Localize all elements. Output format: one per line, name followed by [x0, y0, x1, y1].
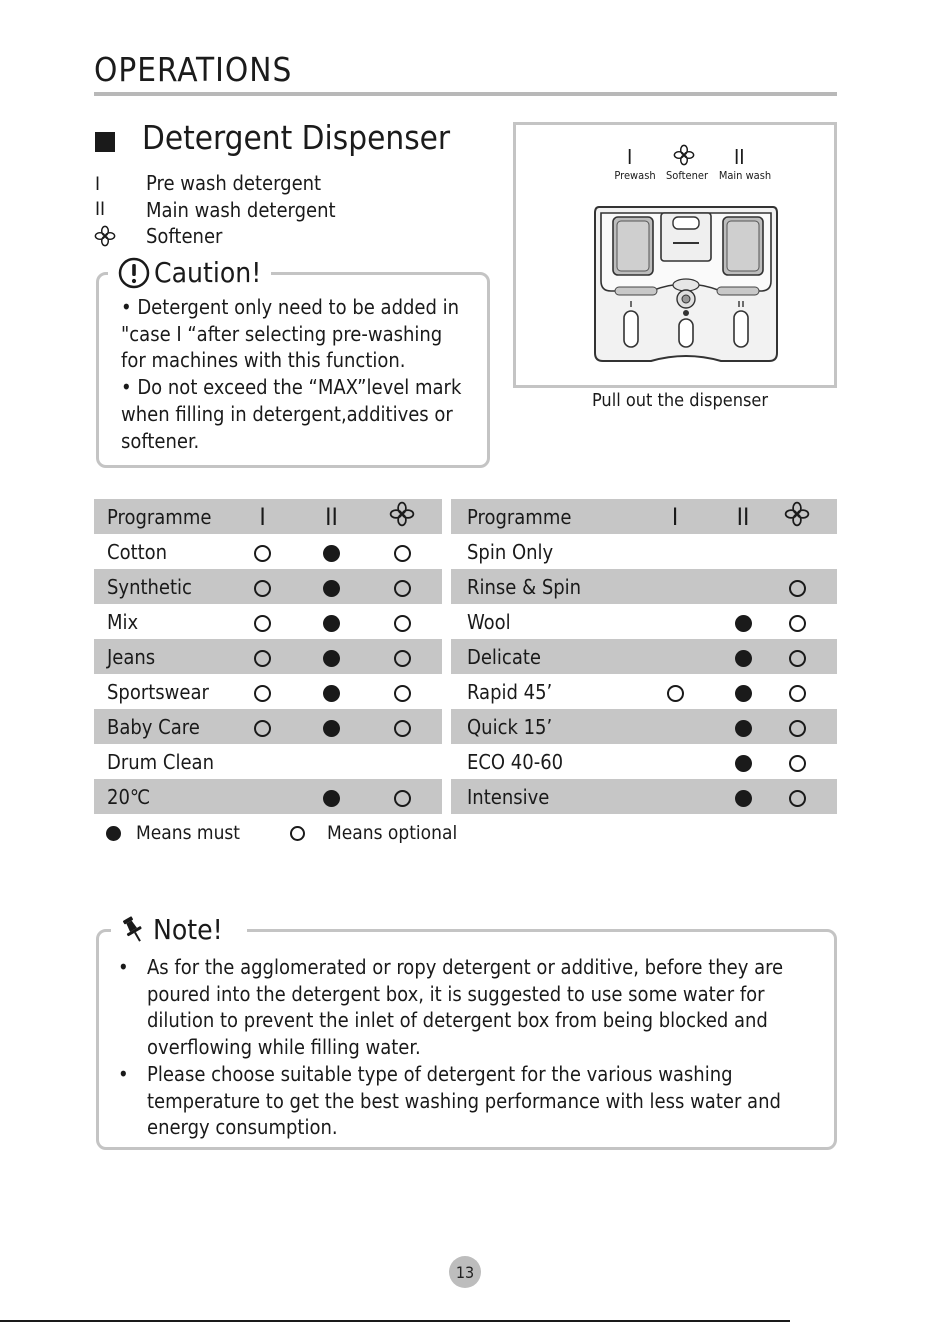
dosage-cell-c3: [757, 534, 837, 569]
dosage-cell-c3: [362, 534, 442, 569]
key-must: [106, 822, 240, 844]
legend-symbol-prewash: I: [95, 173, 101, 195]
must-dot-icon: [735, 615, 752, 632]
section-title: Detergent Dispenser: [142, 118, 451, 157]
optional-dot-icon: [394, 650, 411, 667]
optional-dot-icon: [789, 720, 806, 737]
programme-name: Quick 15’: [451, 709, 621, 744]
dosage-cell-c2: [689, 744, 757, 779]
must-dot-icon: [323, 615, 340, 632]
optional-dot-icon: [254, 580, 271, 597]
optional-dot-icon: [789, 650, 806, 667]
softener-icon: [362, 499, 442, 534]
optional-dot-icon: [394, 790, 411, 807]
legend-label-mainwash: Main wash detergent: [146, 198, 336, 222]
note-line: energy consumption.: [147, 1115, 338, 1140]
dosage-cell-c2: [301, 779, 362, 814]
dosage-cell-c2: [301, 604, 362, 639]
programme-name: Rinse & Spin: [451, 569, 621, 604]
dosage-cell-c1: [621, 709, 689, 744]
title-divider: [94, 92, 837, 96]
optional-dot-icon: [667, 685, 684, 702]
note-line: dilution to prevent the inlet of detergent box from being blocked and: [147, 1008, 768, 1033]
dosage-cell-c3: [362, 674, 442, 709]
legend-label-softener: Softener: [146, 224, 223, 248]
dosage-cell-c1: [224, 779, 301, 814]
optional-dot-icon: [394, 545, 411, 562]
optional-dot-icon: [394, 580, 411, 597]
caution-line: for machines with this function.: [121, 348, 406, 373]
must-dot-icon: [735, 650, 752, 667]
programme-name: Rapid 45’: [467, 679, 553, 704]
note-text: [118, 954, 818, 1141]
table-row: [94, 709, 442, 744]
key-must-label: Means must: [136, 822, 241, 844]
legend-label-prewash: Pre wash detergent: [146, 171, 322, 195]
page-number: 13: [449, 1256, 481, 1288]
header-programme: Programme: [94, 499, 224, 534]
dosage-cell-c2: [689, 709, 757, 744]
dosage-cell-c1: [621, 604, 689, 639]
dosage-cell-c1: [621, 569, 689, 604]
dosage-cell-c3: [757, 674, 837, 709]
optional-dot-icon: [254, 650, 271, 667]
dosage-cell-c2: [301, 709, 362, 744]
header-prewash: I: [224, 499, 301, 534]
programme-name: Jeans: [94, 639, 224, 674]
table-row: [94, 674, 442, 709]
table-row: [451, 674, 837, 709]
dosage-cell-c1: [621, 639, 689, 674]
table-row: [94, 604, 442, 639]
table-row: [451, 639, 837, 674]
optional-dot-icon: [290, 826, 305, 841]
dosage-cell-c2: [689, 674, 757, 709]
figure-symbol-mainwash: II: [734, 145, 745, 169]
note-title: Note!: [153, 913, 223, 946]
programme-name: Intensive: [451, 779, 621, 814]
table-row: [94, 744, 442, 779]
optional-dot-icon: [394, 685, 411, 702]
must-dot-icon: [323, 685, 340, 702]
table-row: [451, 569, 837, 604]
table-header-row: [94, 499, 442, 534]
figure-caption: Pull out the dispenser: [591, 390, 769, 411]
optional-dot-icon: [789, 755, 806, 772]
caution-line: softener.: [121, 428, 200, 453]
dosage-cell-c2: [301, 639, 362, 674]
header-mainwash: II: [689, 499, 757, 534]
programme-name: Baby Care: [94, 709, 224, 744]
dosage-cell-c2: [689, 779, 757, 814]
programme-name: Cotton: [107, 539, 168, 564]
page-bottom-rule: [0, 1320, 790, 1322]
dosage-cell-c3: [362, 709, 442, 744]
dosage-cell-c3: [757, 569, 837, 604]
figure-symbol-prewash: I: [627, 145, 633, 169]
optional-dot-icon: [789, 615, 806, 632]
page-title: OPERATIONS: [94, 50, 293, 89]
note-line: poured into the detergent box, it is suggested to use some water for: [147, 981, 765, 1006]
note-line: Please choose suitable type of detergent for the various washing: [147, 1061, 733, 1086]
dosage-cell-c3: [757, 604, 837, 639]
must-dot-icon: [735, 685, 752, 702]
table-row: [94, 639, 442, 674]
caution-heading: [108, 256, 271, 289]
dosage-cell-c2: [689, 569, 757, 604]
dosage-cell-c1: [224, 709, 301, 744]
dosage-cell-c3: [362, 744, 442, 779]
table-row: [451, 534, 837, 569]
dosage-cell-c1: [224, 569, 301, 604]
table-row: [94, 569, 442, 604]
dosage-cell-c2: [689, 534, 757, 569]
dosage-cell-c1: [224, 534, 301, 569]
dosage-cell-c1: [621, 534, 689, 569]
dosage-cell-c3: [362, 779, 442, 814]
dosage-cell-c1: [224, 604, 301, 639]
must-dot-icon: [735, 790, 752, 807]
caution-title: Caution!: [154, 256, 262, 289]
dosage-cell-c1: [621, 674, 689, 709]
must-dot-icon: [106, 826, 121, 841]
dosage-cell-c2: [689, 604, 757, 639]
note-line: overflowing while filling water.: [147, 1035, 421, 1060]
table-row: [451, 709, 837, 744]
note-bullet: [118, 954, 818, 1061]
dosage-cell-c3: [362, 639, 442, 674]
dispenser-figure: [513, 122, 837, 388]
note-heading: [111, 913, 247, 946]
dosage-cell-c2: [301, 674, 362, 709]
dosage-cell-c3: [362, 604, 442, 639]
section-bullet: [95, 132, 115, 152]
caution-line: when filling in detergent,additives or: [121, 401, 453, 426]
programme-name: Mix: [107, 609, 139, 634]
dosage-cell-c3: [757, 744, 837, 779]
must-dot-icon: [323, 720, 340, 737]
dosage-cell-c2: [301, 569, 362, 604]
dosage-cell-c2: [689, 639, 757, 674]
table-row: [451, 744, 837, 779]
optional-dot-icon: [254, 545, 271, 562]
figure-label-prewash: Prewash: [614, 169, 656, 182]
dosage-cell-c1: [621, 779, 689, 814]
optional-dot-icon: [789, 580, 806, 597]
optional-dot-icon: [394, 720, 411, 737]
must-dot-icon: [323, 650, 340, 667]
caution-line: • Do not exceed the “MAX”level mark: [121, 375, 462, 400]
table-row: [94, 779, 442, 814]
dosage-cell-c3: [757, 639, 837, 674]
dosage-cell-c3: [757, 779, 837, 814]
programme-name: 20℃: [94, 779, 224, 814]
table-row: [451, 604, 837, 639]
softener-icon: [94, 225, 116, 251]
key-optional: [290, 822, 457, 844]
dispenser-drawer-illustration: [593, 203, 779, 373]
dosage-cell-c1: [224, 674, 301, 709]
softener-icon: [673, 144, 695, 170]
must-dot-icon: [323, 580, 340, 597]
optional-dot-icon: [394, 615, 411, 632]
must-dot-icon: [323, 545, 340, 562]
table-row: [94, 534, 442, 569]
programme-name: Wool: [467, 609, 511, 634]
must-dot-icon: [735, 720, 752, 737]
must-dot-icon: [735, 755, 752, 772]
programme-name: Sportswear: [107, 679, 209, 704]
must-dot-icon: [323, 790, 340, 807]
warning-icon: [118, 257, 150, 289]
dosage-cell-c1: [224, 639, 301, 674]
dosage-cell-c3: [757, 709, 837, 744]
softener-icon: [757, 499, 837, 534]
dosage-cell-c3: [362, 569, 442, 604]
dosage-cell-c1: [621, 744, 689, 779]
figure-label-mainwash: Main wash: [718, 169, 772, 182]
figure-label-softener: Softener: [665, 169, 709, 182]
dosage-cell-c2: [301, 744, 362, 779]
dosage-cell-c2: [301, 534, 362, 569]
pushpin-icon: [121, 915, 145, 945]
programme-name: ECO 40-60: [467, 749, 564, 774]
header-mainwash: II: [301, 499, 362, 534]
programme-table-right: [451, 499, 837, 814]
optional-dot-icon: [789, 790, 806, 807]
key-optional-label: Means optional: [327, 822, 458, 844]
caution-text: [121, 294, 483, 454]
table-header-row: [451, 499, 837, 534]
note-line: As for the agglomerated or ropy detergent or additive, before they are: [147, 955, 784, 979]
programme-name: Drum Clean: [107, 749, 214, 774]
dosage-cell-c1: [224, 744, 301, 779]
header-prewash: I: [621, 499, 689, 534]
note-bullet: [118, 1061, 818, 1141]
programme-name: Delicate: [451, 639, 621, 674]
bullet-icon: •: [118, 955, 129, 979]
optional-dot-icon: [254, 720, 271, 737]
legend-symbol-mainwash: II: [95, 198, 106, 220]
caution-line: "case I “after selecting pre-washing: [121, 321, 443, 346]
optional-dot-icon: [254, 615, 271, 632]
programme-name: Spin Only: [467, 539, 554, 564]
header-programme: Programme: [451, 499, 621, 534]
optional-dot-icon: [254, 685, 271, 702]
note-line: temperature to get the best washing performance with less water and: [147, 1088, 781, 1113]
caution-line: • Detergent only need to be added in: [121, 295, 460, 319]
table-row: [451, 779, 837, 814]
programme-name: Synthetic: [94, 569, 224, 604]
bullet-icon: •: [118, 1061, 129, 1086]
optional-dot-icon: [789, 685, 806, 702]
programme-table-left: [94, 499, 442, 814]
